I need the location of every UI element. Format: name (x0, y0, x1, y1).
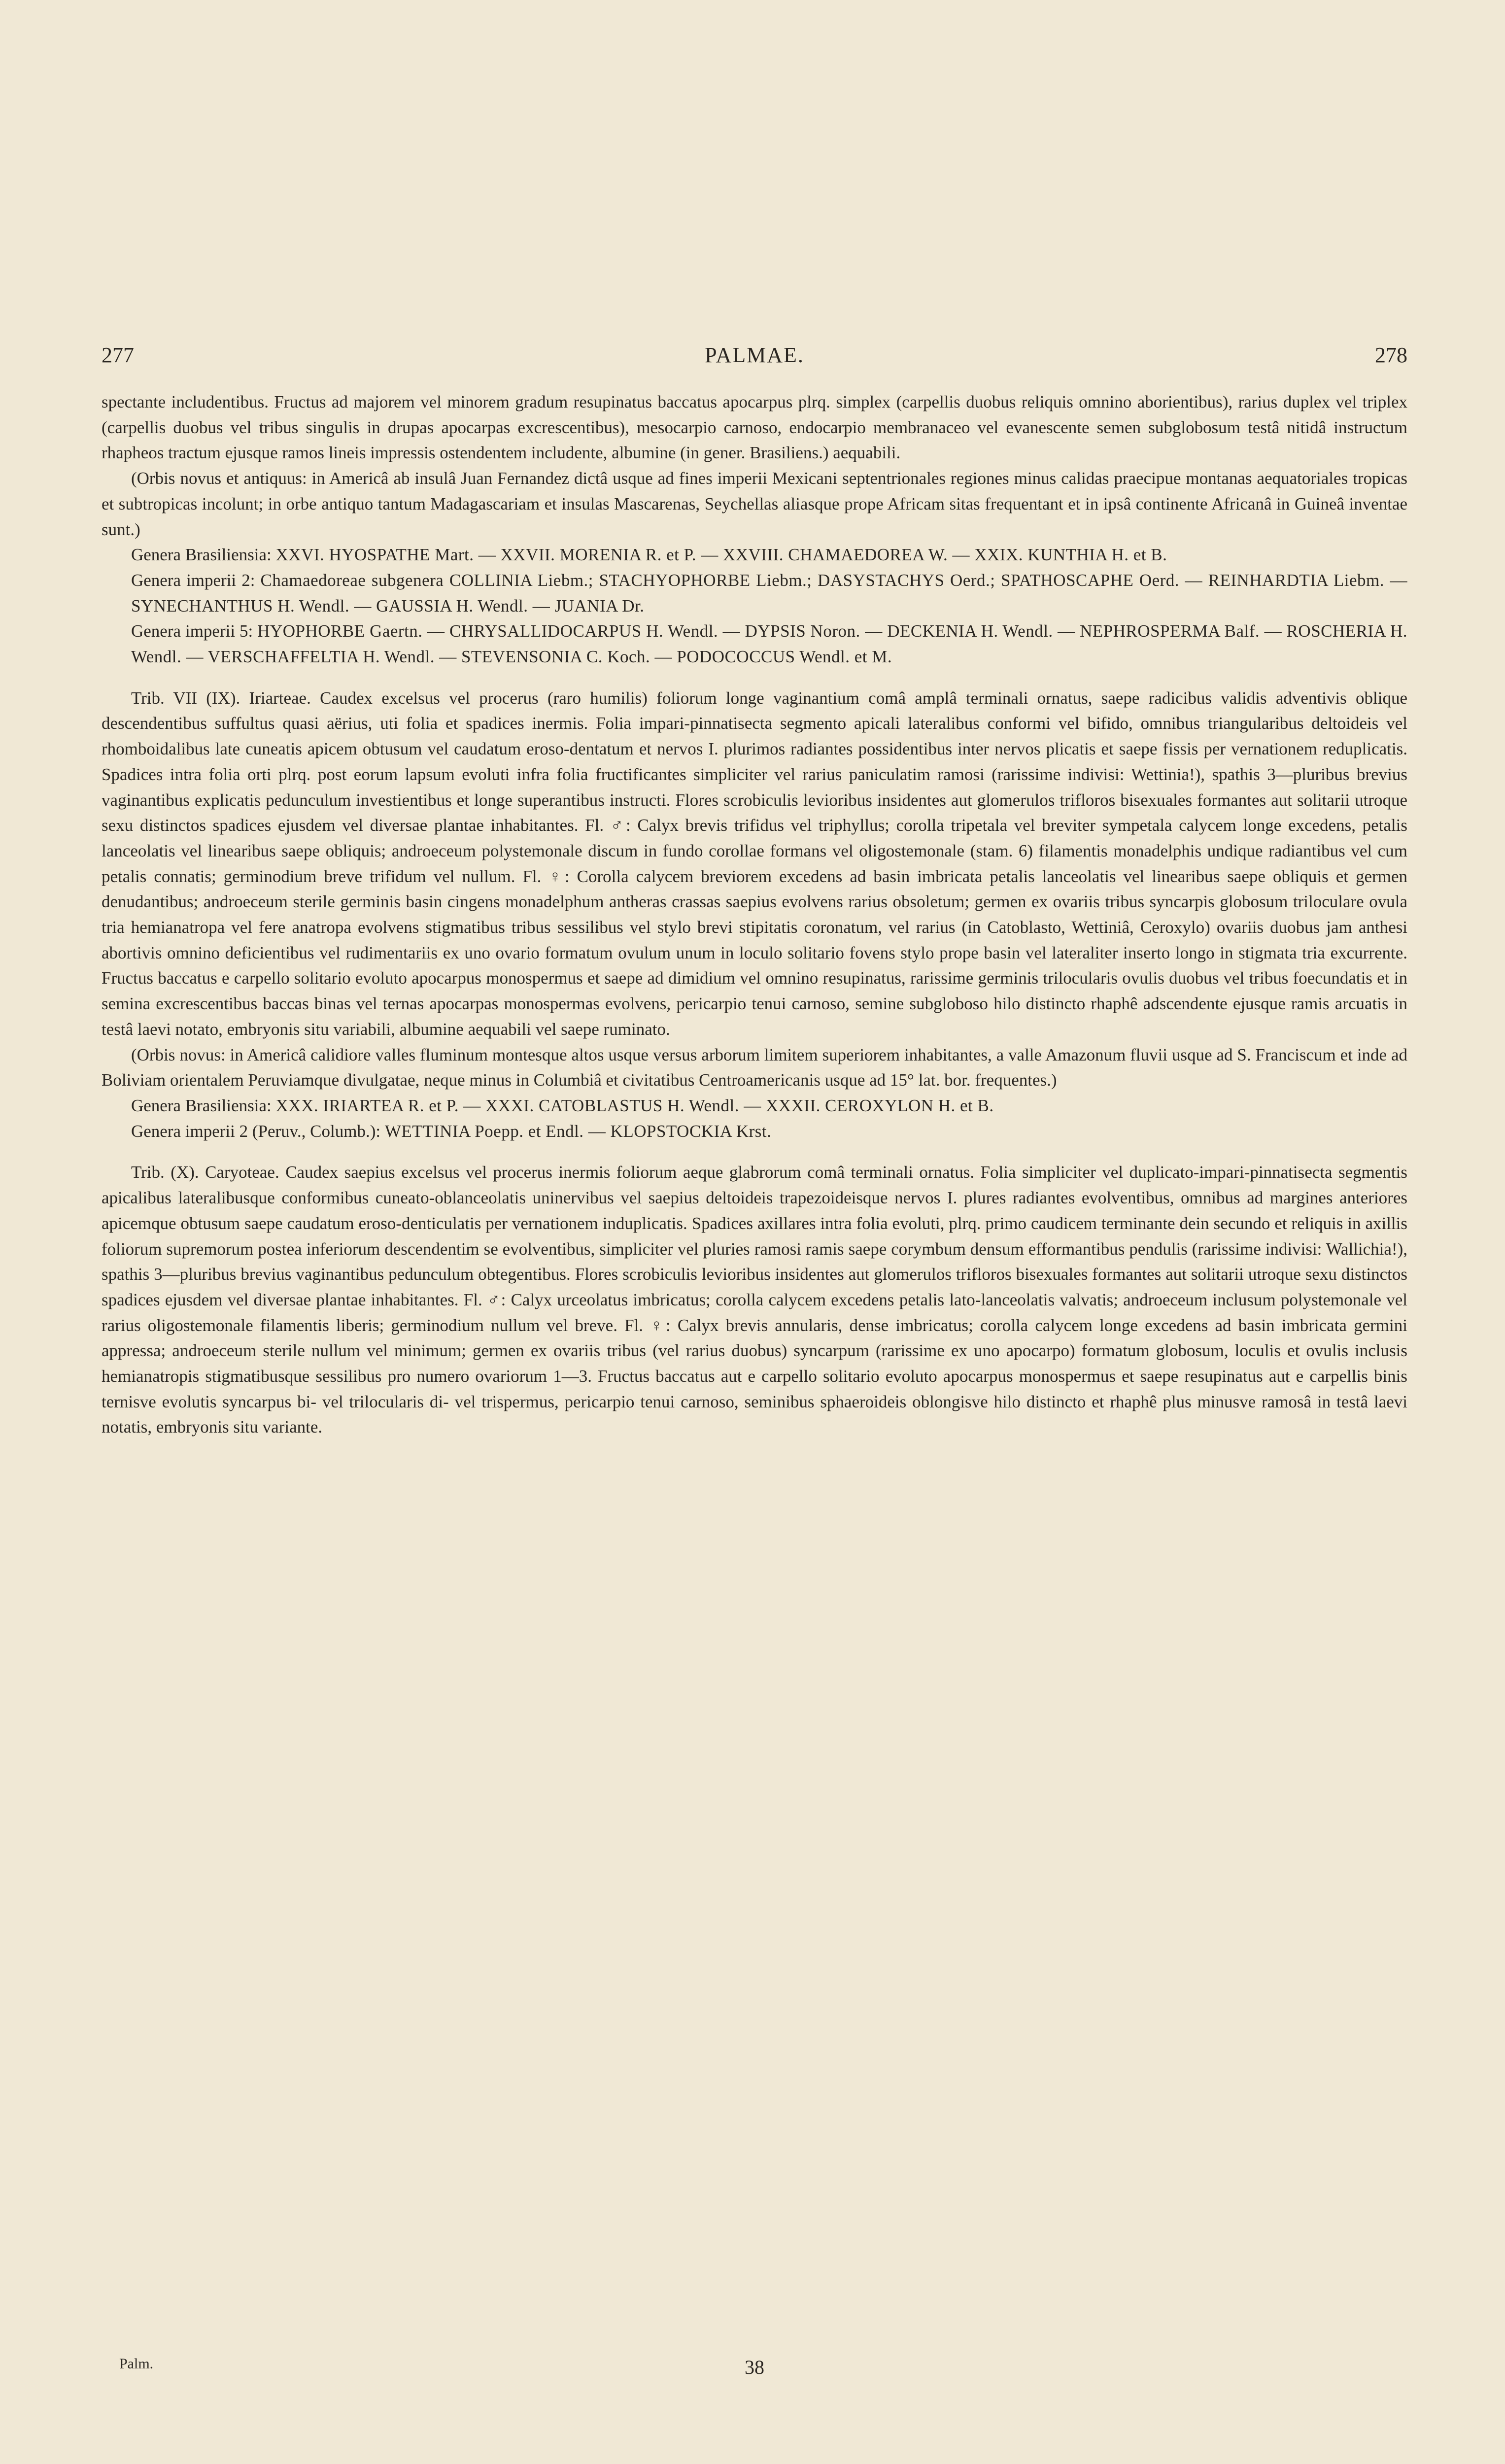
left-page-number: 277 (102, 343, 134, 367)
genera-label: Genera imperii 2: (131, 570, 255, 590)
signature-mark: Palm. (119, 2356, 154, 2372)
page-header (102, 342, 1407, 377)
tribe-caryoteae: Trib. (X). Caryoteae. Caudex saepius excelsus vel procerus inermis foliorum aeque glabrorum comâ terminali ornatus. Folia simpliciter vel duplicato-impari-pinnatisecta segmentis apicalibus lateralibusque conformibus cuneato-oblanceolatis uninervibus vel saepius deltoideis trapezoideisque nervos I. plures radiantes evolventibus, omnibus ad margines anteriores apicemque obtusum saepe caudatum eroso-denticulatis per vernationem induplicatis. Spadices axillares intra folia evoluti, plrq. primo caudicem terminante dein secundo et reliquis in axillis foliorum supremorum postea inferiorum descendentim se evolventibus, simpliciter vel pluries ramosi ramis saepe corymbum densum efformantibus pendulis (rarissime indivisi: Wallichia!), spathis 3—pluribus brevius vaginantibus pedunculum obtegentibus. Flores scrobiculis levioribus insidentes aut glomerulos trifloros bisexuales formantes aut solitarii utroque sexu distinctos spadices ejusdem vel diversae plantae inhabitantes. Fl. ♂: Calyx urceolatus imbricatus; corolla calycem excedens petalis lato-lanceolatis valvatis; androeceum inclusum polystemonale vel rarius oligostemonale filamentis liberis; germinodium nullum vel breve. Fl. ♀: Calyx brevis annularis, dense imbricatus; corolla calycem longe excedens ad basin imbricata germini appressa; androeceum sterile nullum vel minimum; germen ex ovariis tribus (vel rarius duobus) syncarpum (rarissime ex uno apocarpo) formatum globosum, loculis et ovulis inclusis hemianatropis stigmatibusque sessilibus pro numero ovariorum 1—3. Fructus baccatus aut e carpello solitario evoluto apocarpus monospermus et saepe resupinatus aut e carpellis binis ternisve evolutis syncarpus bi- vel trilocularis di- vel trispermus, pericarpio tenui carnoso, seminibus sphaeroideis oblongisve hilo distincto et rhaphê plus minusve ramosâ in testâ laevi notatis, embryonis situ variante. (102, 1163, 1407, 1437)
tribe-iriarteae: Trib. VII (IX). Iriarteae. Caudex excelsus vel procerus (raro humilis) foliorum longe vaginantium comâ amplâ terminali ornatus, saepe radicibus validis adventivis oblique descendentibus suffultus quasi aërius, uti folia et spadices inermis. Folia impari-pinnatisecta segmento apicali lateralibus conformi vel bifido, omnibus triangularibus deltoideis vel rhomboidalibus late cuneatis apicem obtusum vel caudatum eroso-dentatum et nervos I. plurimos radiantes possidentibus inter nervos plicatis et saepe fissis per vernationem reduplicatis. Spadices intra folia orti plrq. post eorum lapsum evoluti infra folia fructificantes simpliciter vel rarius paniculatim ramosi (rarissime indivisi: Wettinia!), spathis 3—pluribus brevius vaginantibus explicatis pedunculum investientibus et longe superantibus instructi. Flores scrobiculis levioribus insidentes aut glomerulos trifloros bisexuales formantes aut solitarii utroque sexu distinctos spadices ejusdem vel diversae plantae inhabitantes. Fl. ♂: Calyx brevis trifidus vel triphyllus; corolla tripetala vel breviter sympetala calycem longe excedens, petalis lanceolatis vel linearibus saepe obliquis; androeceum polystemonale discum in fundo corollae formans vel oligostemonale (stam. 6) filamentis monadelphis undique radiantibus vel cum petalis connatis; germinodium breve trifidum vel nullum. Fl. ♀: Corolla calycem breviorem excedens ad basin imbricata petalis lanceolatis vel linearibus saepe obliquis et germen denudantibus; androeceum sterile germinis basin cingens monadelphum antheras crassas saepius evolvens rarius obsoletum; germen ex ovariis tribus syncarpis globosum triloculare ovula tria hemianatropa vel fere anatropa evolvens stigmatibus tribus sessilibus vel stylo brevi stipitatis coronatum, vel rarius (in Catoblasto, Wettiniâ, Ceroxylo) ovariis duobus jam anthesi abortivis omnino deficientibus vel rudimentariis ex uno ovario formatum ovulum unum in loculo solitario fovens stylo prope basin vel lateraliter inserto longo in stigmata tria excurrente. Fructus baccatus e carpello solitario evoluto apocarpus monospermus et saepe ad dimidium vel omnino resupinatus, rarissime germinis trilocularis ovulis duobus vel tribus foecundatis et in semina excrescentibus baccas binas vel ternas apocarpas monospermas evolvens, pericarpio tenui carnoso, semine subgloboso hilo distincto rhaphê adscendente ejusque ramis arcuatis in testâ laevi notato, embryonis situ variabili, albumine aequabili vel saepe ruminato. (102, 688, 1407, 1039)
paragraph-distribution-2: (Orbis novus: in Americâ calidiore valles fluminum montesque altos usque versus arborum limitem superiorem inhabitantes, a valle Amazonum fluvii usque ad S. Franciscum et inde ad Boliviam orientalem Peruviamque divulgatae, neque minus in Columbiâ et civitatibus Centroamericanis usque ad 15° lat. bor. frequentes.) (102, 1045, 1407, 1090)
sheet-number: 38 (745, 2356, 764, 2378)
genera-names: HYOPHORBE Gaertn. — CHRYSALLIDOCARPUS H. Wendl. — DYPSIS Noron. — DECKENIA H. Wendl. — NEPHROSPERMA Balf. — ROSCHERIA H. Wendl. — VERSCHAFFELTIA H. Wendl. — STEVENSONIA C. Koch. — PODOCOCCUS Wendl. et M. (131, 621, 1407, 667)
genera-label: Genera imperii 5: (131, 621, 253, 641)
genera-list-peru-columbia (102, 1119, 1407, 1144)
paragraph-distribution-1: (Orbis novus et antiquus: in Americâ ab insulâ Juan Fernandez dictâ usque ad fines imperii Mexicani septentrionales regiones minus calidas praecipue montanas aequatoriales tropicas et subtropicas incolunt; in orbe antiquo tantum Madagascariam et insulas Mascarenas, Seychellas aliasque prope Africam sitas frequentant et in ipsâ continente Africanâ in Guineâ inventae sunt.) (102, 469, 1407, 539)
genera-label: Genera Brasiliensia: (131, 1095, 272, 1115)
genera-names: XXX. IRIARTEA R. et P. — XXXI. CATOBLASTUS H. Wendl. — XXXII. CEROXYLON H. et B. (275, 1095, 994, 1115)
paragraph-fructus-continued: spectante includentibus. Fructus ad majorem vel minorem gradum resupinatus baccatus apocarpus plrq. simplex (carpellis duobus reliquis omnino aborientibus), rarius duplex vel triplex (carpellis duobus vel tribus singulis in drupas apocarpas excrescentibus), mesocarpio carnoso, endocarpio membranaceo vel evanescente semen subglobosum testâ nitidâ instructum rhapheos tractum ejusque ramos lineis impressis ostendentem includente, albumine (in gener. Brasiliens.) aequabili. (102, 392, 1407, 463)
genera-names: XXVI. HYOSPATHE Mart. — XXVII. MORENIA R. et P. — XXVIII. CHAMAEDOREA W. — XXIX. KUNTHIA H. et B. (275, 545, 1167, 565)
genera-names: WETTINIA Poepp. et Endl. — KLOPSTOCKIA Krst. (384, 1121, 772, 1141)
genera-list-brasiliensia-2 (102, 1093, 1407, 1119)
genera-list-imperii-5 (102, 618, 1407, 669)
running-title: PALMAE. (705, 343, 804, 367)
genera-label: Genera imperii 2 (Peruv., Columb.): (131, 1121, 381, 1141)
page-body (102, 389, 1407, 1440)
genera-list-brasiliensia-1 (102, 542, 1407, 568)
right-page-number: 278 (1375, 343, 1407, 367)
genera-label: Genera Brasiliensia: (131, 545, 272, 565)
genera-list-imperii-2 (102, 568, 1407, 618)
genera-names: Chamaedoreae subgenera COLLINIA Liebm.; STACHYOPHORBE Liebm.; DASYSTACHYS Oerd.; SPATHOSCAPHE Oerd. — REINHARDTIA Liebm. — SYNECHANTHUS H. Wendl. — GAUSSIA H. Wendl. — JUANIA Dr. (131, 570, 1407, 616)
